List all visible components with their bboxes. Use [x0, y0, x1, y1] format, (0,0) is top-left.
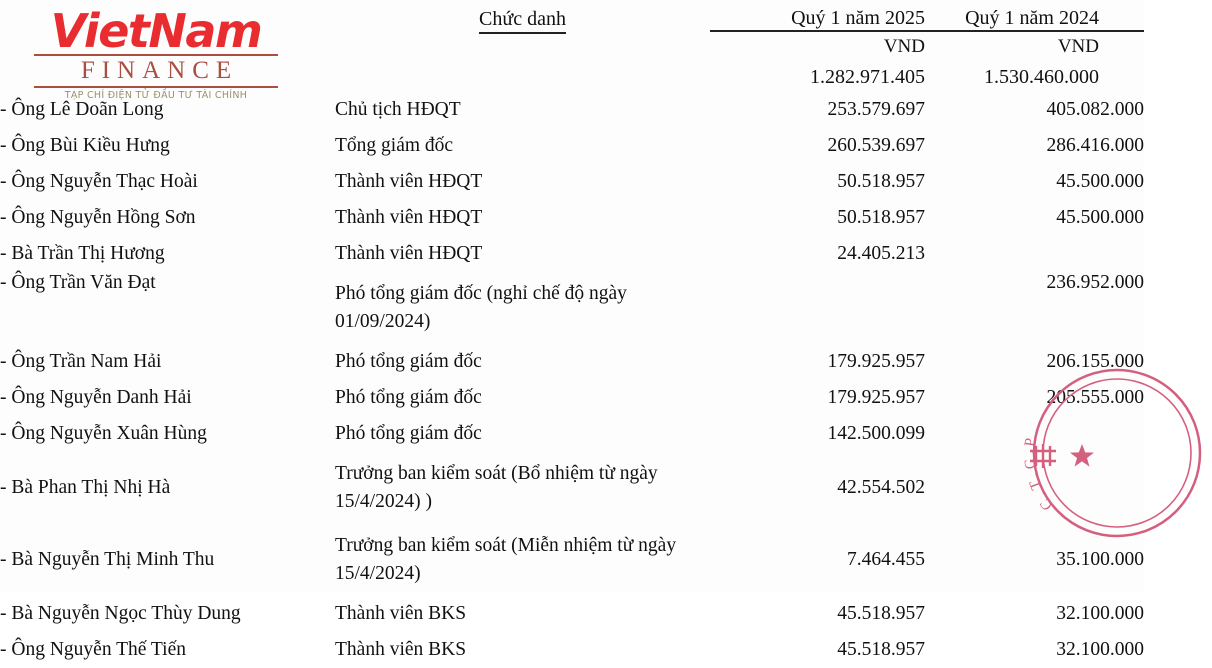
currency-label-current: VND [883, 36, 925, 57]
cell-amount-current-year [710, 272, 925, 344]
table-row [0, 92, 1144, 128]
cell-person-name: - Ông Nguyễn Hồng Sơn [0, 207, 196, 228]
cell-position-title: Thành viên HĐQT [335, 207, 483, 229]
cell-amount-previous-year: 206.155.000 [1046, 351, 1144, 372]
table-row [0, 380, 1144, 416]
cell-amount-current-year: 179.925.957 [827, 387, 925, 408]
cell-amount-previous-year: 45.500.000 [1056, 207, 1144, 228]
cell-position-title: Tổng giám đốc [335, 135, 454, 157]
cell-position-title: Chủ tịch HĐQT [335, 99, 461, 121]
cell-amount-previous-year: 32.100.000 [1056, 603, 1144, 624]
cell-amount-current-year: 253.579.697 [827, 99, 925, 120]
stamp-arc-text: . C.T.C.P [1022, 433, 1067, 526]
header-year-current: Quý 1 năm 2025 [710, 0, 925, 31]
table-row [0, 272, 1144, 344]
cell-amount-current-year: 142.500.099 [827, 423, 925, 444]
cell-person-name: - Ông Trần Văn Đạt [0, 272, 156, 293]
table-row [0, 416, 1144, 452]
cell-position-title: Thành viên HĐQT [335, 171, 483, 193]
header-row-currency [0, 31, 1144, 62]
currency-label-previous: VND [1057, 36, 1099, 57]
cell-amount-previous-year: 236.952.000 [1046, 272, 1144, 293]
cell-amount-previous-year: 35.100.000 [1056, 549, 1144, 570]
header-year-previous: Quý 1 năm 2024 [925, 0, 1144, 31]
cell-amount-previous-year [925, 452, 1144, 524]
logo-finance-text: FINANCE [80, 57, 239, 84]
table-row [0, 344, 1144, 380]
table-row [0, 164, 1144, 200]
cell-amount-current-year: 260.539.697 [827, 135, 925, 156]
cell-amount-previous-year: 32.100.000 [1056, 639, 1144, 660]
cell-person-name: - Bà Phan Thị Nhị Hà [0, 477, 171, 498]
cell-amount-previous-year: 286.416.000 [1046, 135, 1144, 156]
cell-amount-current-year: 45.518.957 [837, 639, 925, 660]
table-body [0, 92, 1144, 668]
cell-position-title: Trưởng ban kiểm soát (Bổ nhiệm từ ngày 15/4/2024) ) [335, 463, 658, 512]
total-year-current: 1.282.971.405 [810, 65, 925, 88]
cell-position-title: Trưởng ban kiểm soát (Miễn nhiệm từ ngày 15/4/2024) [335, 535, 677, 584]
cell-position-title: Thành viên BKS [335, 639, 467, 661]
cell-person-name: - Bà Nguyễn Ngọc Thùy Dung [0, 603, 241, 624]
header-row-titles [0, 0, 1144, 31]
table-row [0, 452, 1144, 524]
table-row [0, 128, 1144, 164]
cell-position-title: Phó tổng giám đốc [335, 423, 482, 445]
logo-wordmark: VietNam [50, 4, 262, 58]
cell-person-name: - Ông Trần Nam Hải [0, 351, 162, 372]
cell-amount-previous-year: 45.500.000 [1056, 171, 1144, 192]
table-row [0, 200, 1144, 236]
header-name-column [0, 0, 335, 31]
table-row [0, 632, 1144, 668]
cell-amount-current-year: 50.518.957 [837, 207, 925, 228]
cell-amount-current-year: 50.518.957 [837, 171, 925, 192]
header-row-totals [0, 62, 1144, 92]
cell-amount-current-year: 45.518.957 [837, 603, 925, 624]
cell-position-title: Phó tổng giám đốc (nghỉ chế độ ngày 01/09/2024) [335, 283, 627, 332]
total-spacer-name [0, 62, 335, 92]
cell-amount-previous-year: 405.082.000 [1046, 99, 1144, 120]
cell-amount-current-year: 24.405.213 [837, 243, 925, 264]
cell-person-name: - Bà Nguyễn Thị Minh Thu [0, 549, 215, 570]
cell-person-name: - Bà Trần Thị Hương [0, 243, 165, 264]
cell-position-title: Thành viên HĐQT [335, 243, 483, 265]
currency-spacer-title [335, 31, 710, 62]
cell-amount-previous-year [925, 416, 1144, 452]
cell-amount-current-year: 7.464.455 [847, 549, 925, 570]
table-row [0, 236, 1144, 272]
header-position-column: Chức danh [335, 0, 710, 31]
cell-amount-previous-year [925, 236, 1144, 272]
currency-spacer-name [0, 31, 335, 62]
cell-amount-previous-year: 205.555.000 [1046, 387, 1144, 408]
cell-person-name: - Ông Nguyễn Thế Tiến [0, 639, 186, 660]
cell-person-name: - Ông Lê Doãn Long [0, 99, 164, 120]
cell-amount-current-year: 42.554.502 [837, 477, 925, 498]
cell-person-name: - Ông Nguyễn Thạc Hoài [0, 171, 198, 192]
logo-tagline: TẠP CHÍ ĐIỆN TỬ ĐẦU TƯ TÀI CHÍNH [64, 90, 248, 101]
table-row [0, 524, 1144, 596]
cell-amount-current-year: 179.925.957 [827, 351, 925, 372]
table-header [0, 0, 1144, 92]
total-spacer-title [335, 62, 710, 92]
cell-person-name: - Ông Nguyễn Danh Hải [0, 387, 192, 408]
cell-position-title: Phó tổng giám đốc [335, 387, 482, 409]
total-year-previous: 1.530.460.000 [984, 65, 1099, 88]
cell-position-title: Thành viên BKS [335, 603, 467, 625]
cell-person-name: - Ông Nguyễn Xuân Hùng [0, 423, 207, 444]
table-row [0, 596, 1144, 632]
cell-position-title: Phó tổng giám đốc [335, 351, 482, 373]
cell-person-name: - Ông Bùi Kiều Hưng [0, 135, 170, 156]
